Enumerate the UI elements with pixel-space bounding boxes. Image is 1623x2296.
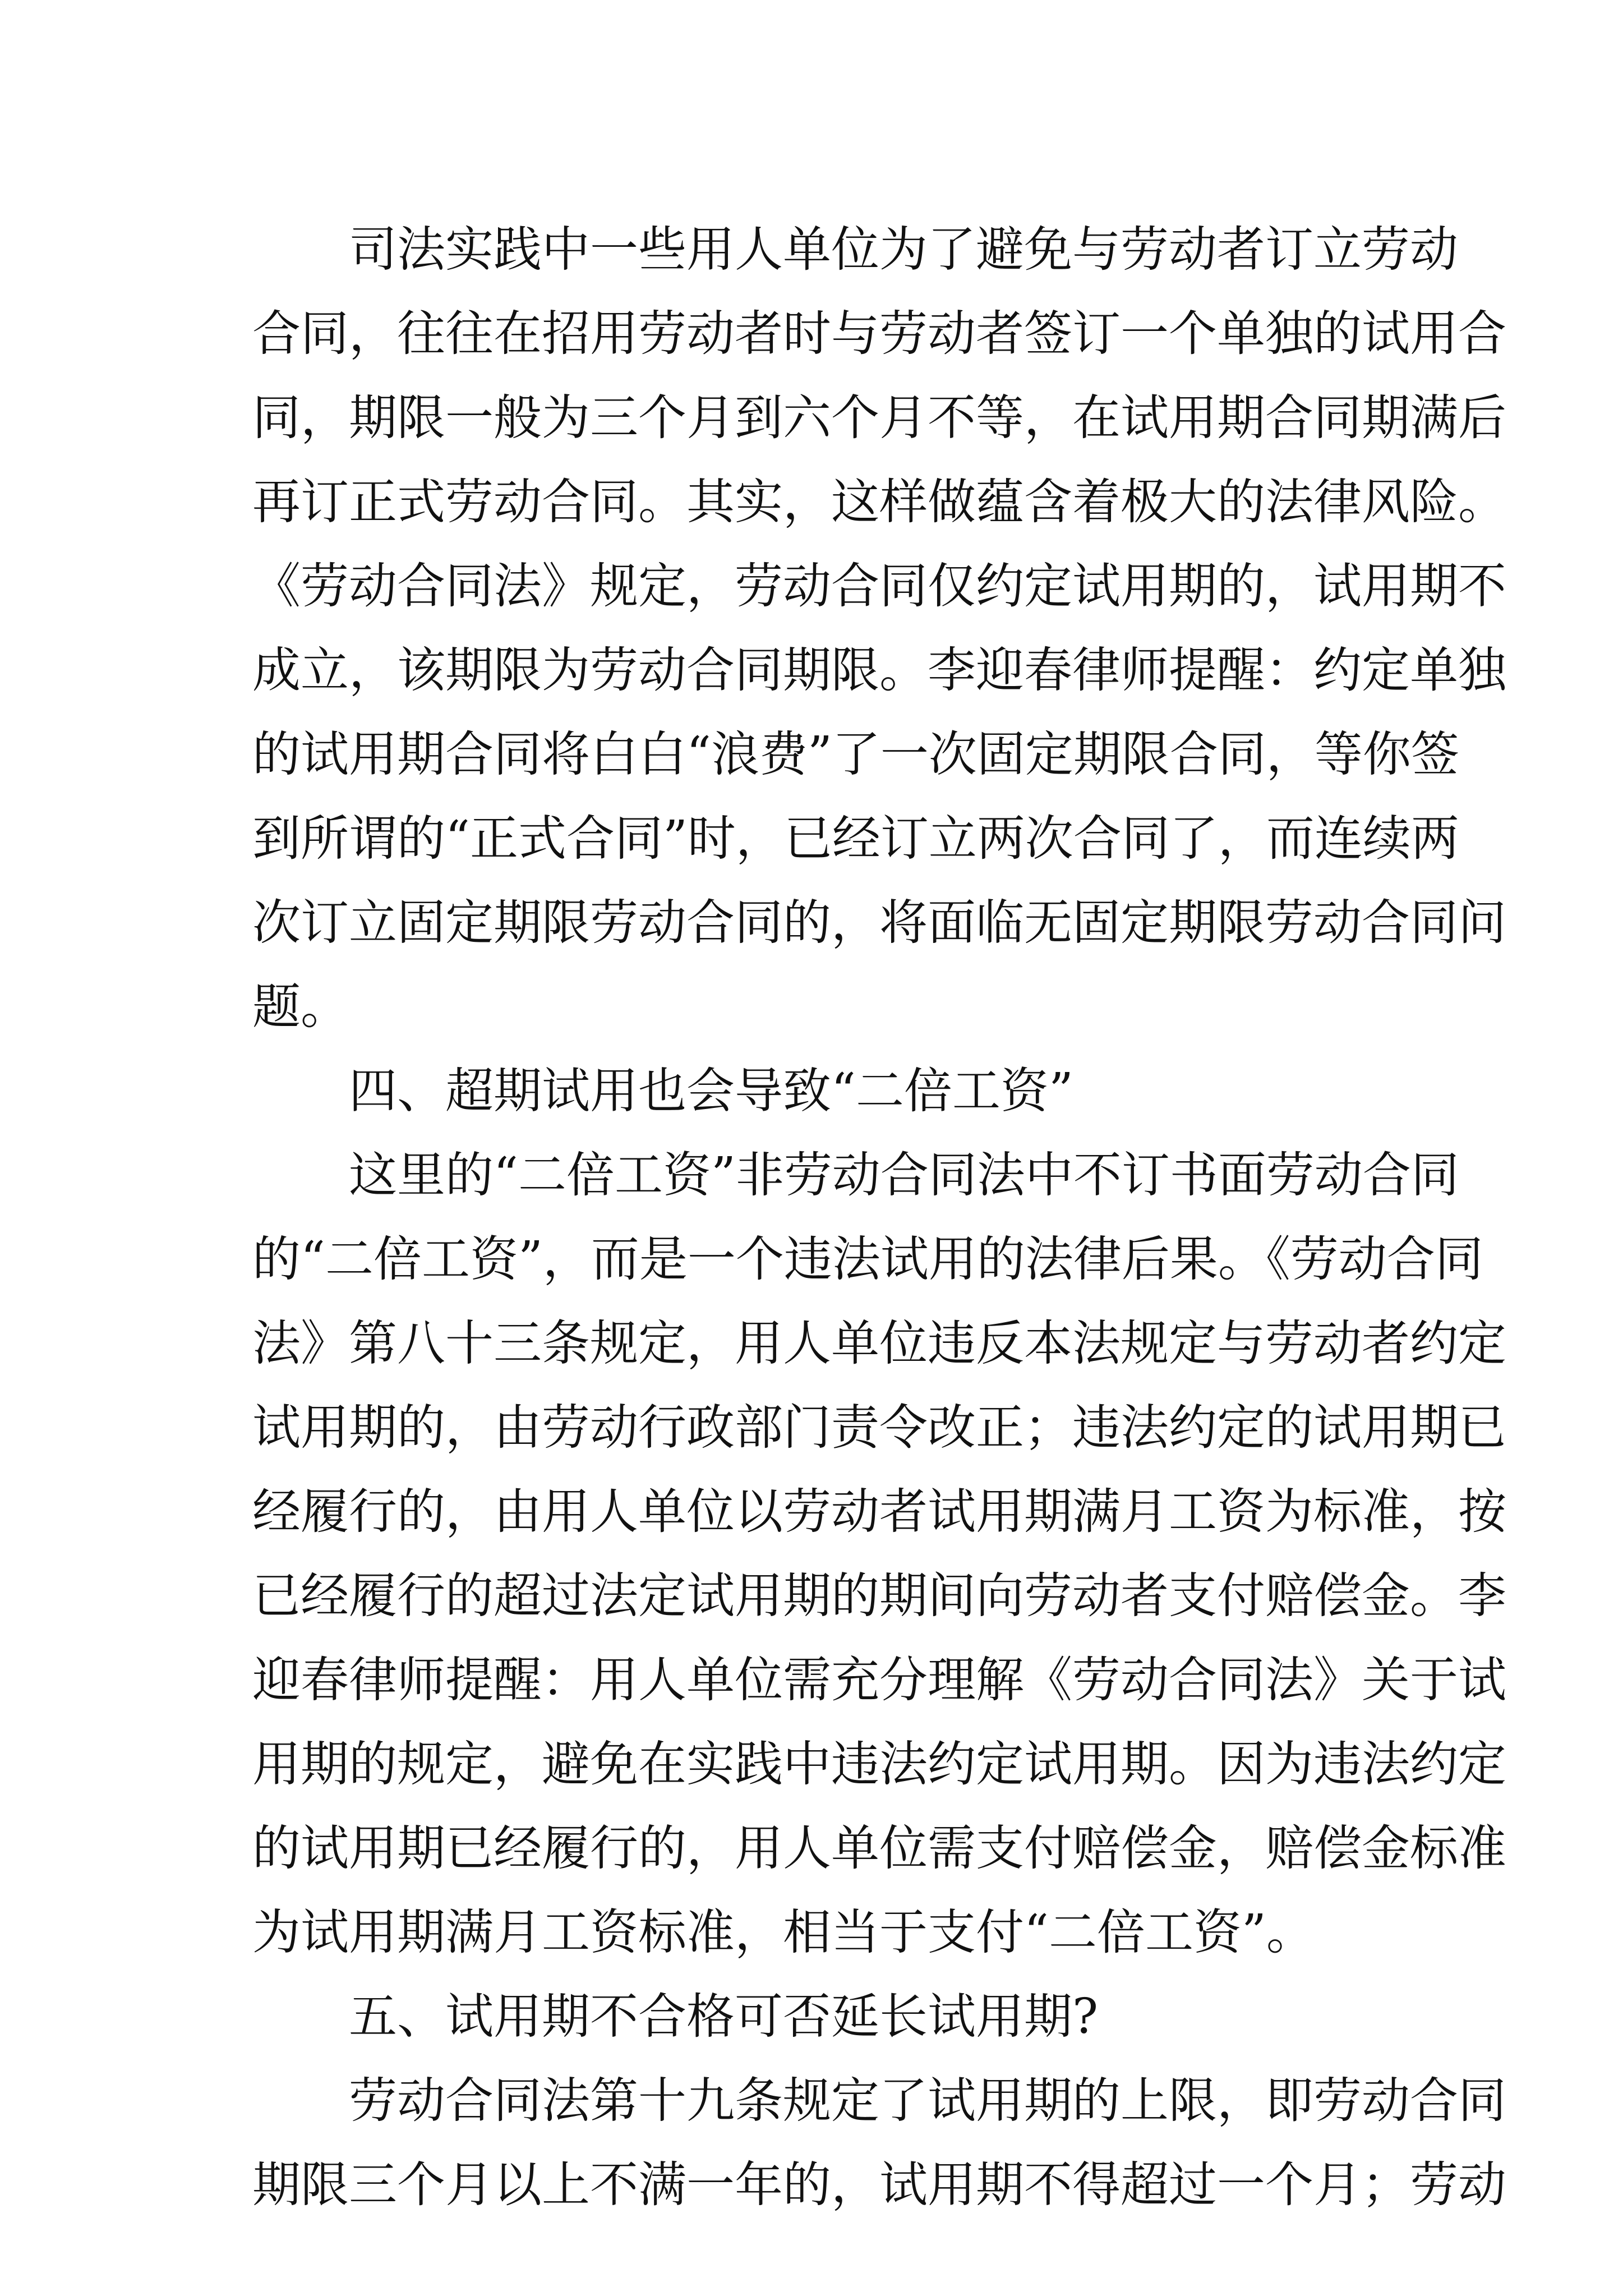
text-line: 经履行的，由用人单位以劳动者试用期满月工资为标准，按	[252, 1484, 1506, 1540]
text-line: 已经履行的超过法定试用期的期间向劳动者支付赔偿金。李	[252, 1568, 1506, 1624]
document-body	[252, 208, 1506, 2227]
text-line: 题。	[252, 979, 349, 1035]
text-line: 《劳动合同法》规定，劳动合同仅约定试用期的，试用期不	[252, 558, 1506, 614]
text-line: 试用期的，由劳动行政部门责令改正；违法约定的试用期已	[252, 1400, 1506, 1456]
text-line: 这里的“二倍工资”非劳动合同法中不订书面劳动合同	[349, 1147, 1459, 1203]
text-line: 劳动合同法第十九条规定了试用期的上限，即劳动合同	[349, 2073, 1506, 2129]
text-line: 到所谓的“正式合同”时，已经订立两次合同了，而连续两	[252, 811, 1459, 867]
text-line: 用期的规定，避免在实践中违法约定试用期。因为违法约定	[252, 1736, 1506, 1792]
text-line: 为试用期满月工资标准，相当于支付“二倍工资”。	[252, 1904, 1315, 1961]
text-line: 的试用期已经履行的，用人单位需支付赔偿金，赔偿金标准	[252, 1820, 1506, 1876]
text-line: 合同，往往在招用劳动者时与劳动者签订一个单独的试用合	[252, 306, 1506, 362]
text-line: 法》第八十三条规定，用人单位违反本法规定与劳动者约定	[252, 1315, 1506, 1372]
text-line: 迎春律师提醒：用人单位需充分理解《劳动合同法》关于试	[252, 1652, 1506, 1708]
text-line: 五、试用期不合格可否延长试用期?	[349, 1989, 1099, 2045]
text-line: 期限三个月以上不满一年的，试用期不得超过一个月；劳动	[252, 2157, 1506, 2213]
text-line: 再订正式劳动合同。其实，这样做蕴含着极大的法律风险。	[252, 474, 1506, 530]
text-line: 的试用期合同将白白“浪费”了一次固定期限合同，等你签	[252, 726, 1459, 783]
text-line: 四、超期试用也会导致“二倍工资”	[349, 1063, 1073, 1119]
text-line: 同，期限一般为三个月到六个月不等，在试用期合同期满后	[252, 390, 1506, 446]
text-line: 司法实践中一些用人单位为了避免与劳动者订立劳动	[349, 222, 1458, 278]
text-line: 次订立固定期限劳动合同的，将面临无固定期限劳动合同问	[252, 895, 1506, 951]
text-line: 的“二倍工资”，而是一个违法试用的法律后果。《劳动合同	[252, 1231, 1483, 1287]
text-line: 成立，该期限为劳动合同期限。李迎春律师提醒：约定单独	[252, 642, 1506, 698]
